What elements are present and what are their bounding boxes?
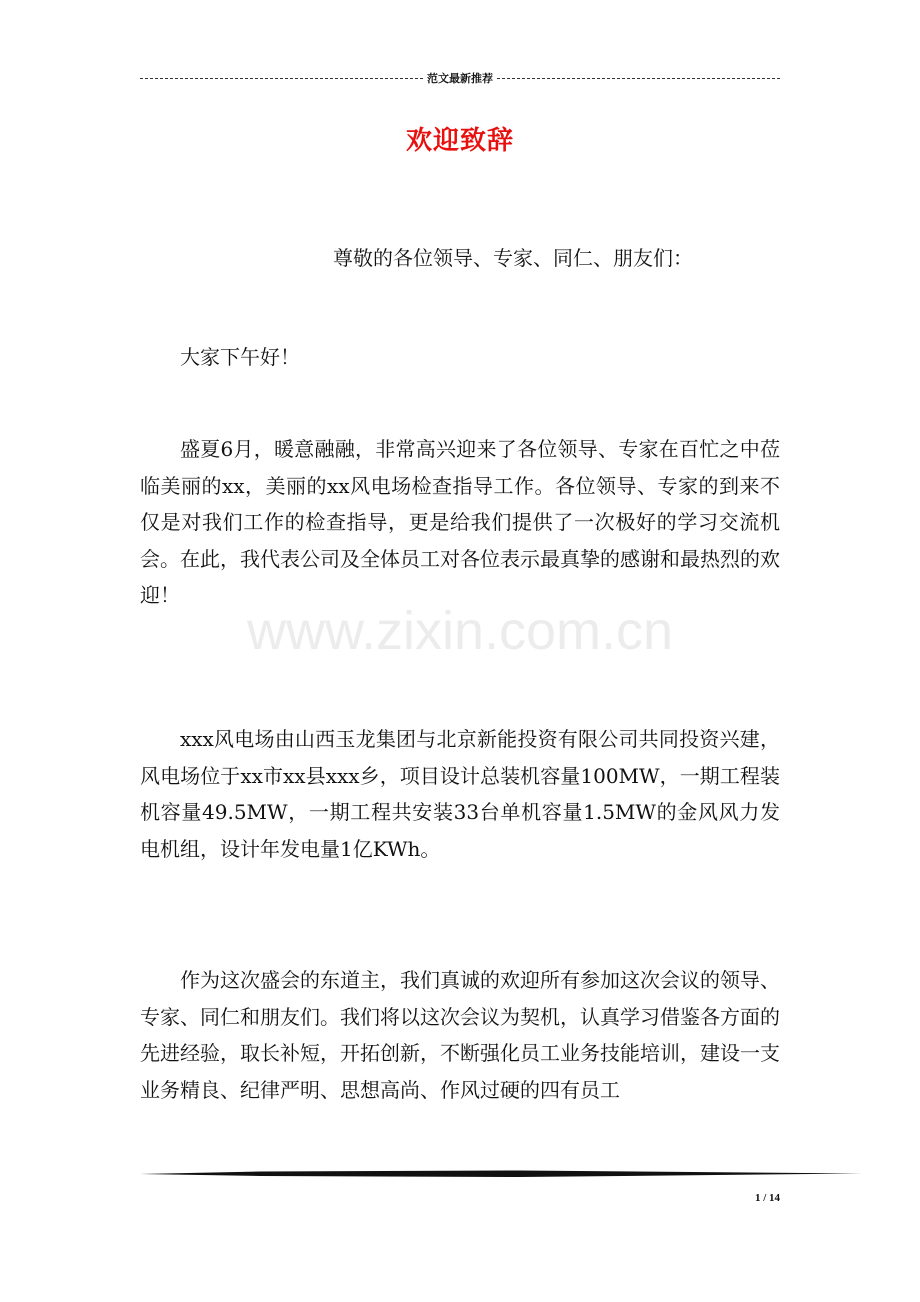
greeting: 大家下午好！ [180,345,300,369]
footer-rule [140,1168,862,1180]
page-header [140,68,780,88]
paragraph-intro: 盛夏6月，暖意融融，非常高兴迎来了各位领导、专家在百忙之中莅临美丽的xx，美丽的xx风电场检查指导工作。各位领导、专家的到来不仅是对我们工作的检查指导，更是给我们提供了一次极好的学习交流机会。在此，我代表公司及全体员工对各位表示最真挚的感谢和最热烈的欢迎！ [140,437,780,607]
header-dashes-right [497,78,780,79]
salutation: 尊敬的各位领导、专家、同仁、朋友们： [333,246,693,270]
paragraph-host: 作为这次盛会的东道主，我们真诚的欢迎所有参加这次会议的领导、专家、同仁和朋友们。我们将以这次会议为契机，认真学习借鉴各方面的先进经验，取长补短，开拓创新，不断强化员工业务技能培训，建设一支业务精良、纪律严明、思想高尚、作风过硬的四有员工 [140,968,780,1102]
paragraph-windfarm: xxx风电场由山西玉龙集团与北京新能投资有限公司共同投资兴建，风电场位于xx市xx县xxx乡，项目设计总装机容量100MW，一期工程装机容量49.5MW，一期工程共安装33台单机容量1.5MW的金风风力发电机组，设计年发电量1亿KWh。 [140,727,780,861]
header-label: 范文最新推荐 [427,72,493,85]
header-dashes-left [140,78,423,79]
page-number: 1 / 14 [754,1192,780,1204]
document-title: 欢迎致辞 [405,126,514,156]
watermark: www.zixin.com.cn [246,601,674,661]
